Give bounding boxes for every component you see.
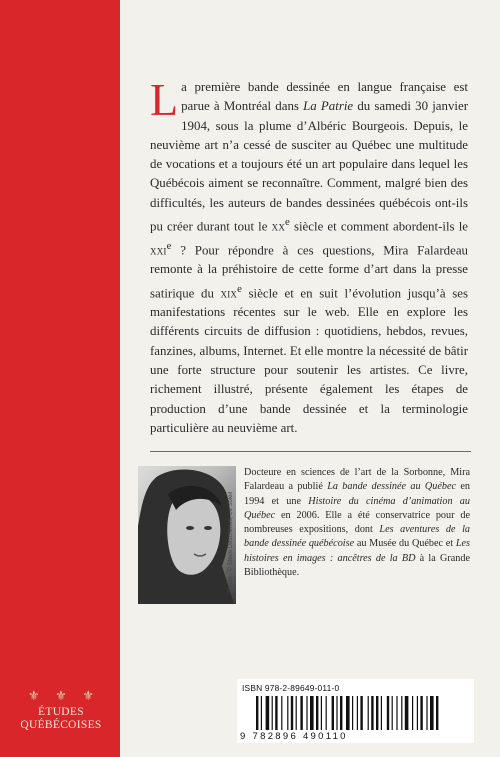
fleur-de-lis-icon: ⚜ [55,688,67,703]
barcode-bar [281,696,282,730]
barcode-bar [405,696,409,730]
author-portrait-shape [138,466,236,604]
barcode-bar [296,696,297,730]
barcode-bar [310,696,314,730]
barcode-bar [357,696,358,730]
author-bio-paragraph: Docteure en sciences de l’art de la Sorbonne, Mira Falardeau a publié La bande dessinée au Québec en 1994 et une Histoire du cinéma d’animation au Québec en 2006. Elle a été conservatrice pour de nombreuses expositions, dont Les aventures de la bande dessinée québécoise au Musée du Québec et Les histoires en images : ancêtres de la BD à la Grande Bibliothèque. [244,467,470,579]
barcode-digits: 9 782896 490110 [240,731,348,742]
author-bio [244,466,470,580]
barcode-bar [291,696,293,730]
barcode-bar [360,696,362,730]
barcode-bar [346,696,350,730]
author-photo [138,466,236,604]
barcode-bar [326,696,327,730]
barcode-bar [417,696,418,730]
barcode-bar [412,696,413,730]
barcode-bar [287,696,288,730]
barcode-bar [336,696,337,730]
drop-cap: L [150,74,179,125]
photo-credit: Photo : © Steve Deschênes, Le Soleil [228,491,234,592]
barcode-bar [426,696,427,730]
red-spine-band [0,0,120,757]
barcode-bar [392,696,393,730]
barcode-bar [316,696,318,730]
barcode-bar [321,696,322,730]
barcode-bar [368,696,369,730]
fleur-de-lis-icon: ⚜ [28,688,40,703]
barcode-bar [436,696,438,730]
barcode-bar [352,696,353,730]
back-cover-blurb [150,74,468,438]
barcode-bar [396,696,397,730]
section-divider [150,451,471,452]
fleur-de-lis-ornaments [28,689,94,702]
series-logo [18,706,104,732]
barcode-bar [261,696,262,730]
isbn-label: ISBN 978-2-89649-011-0 [242,683,340,693]
barcode-bar [306,696,307,730]
barcode-bar [340,696,342,730]
barcode-bar [430,696,434,730]
series-line-2: QUÉBÉCOISES [20,719,102,731]
barcode-bar [256,696,258,730]
barcode-bar [381,696,382,730]
barcode-icon [256,696,466,730]
barcode-bar [401,696,402,730]
barcode-bar [387,696,389,730]
barcode-bar [376,696,378,730]
barcode-bar [420,696,422,730]
fleur-de-lis-icon: ⚜ [82,688,94,703]
newspaper-title: La Patrie [303,99,354,114]
barcode-bar [371,696,373,730]
barcode-bar [272,696,273,730]
barcode-bar [332,696,334,730]
blurb-paragraph: a première bande dessinée en langue française est parue à Montréal dans La Patrie du samedi 30 janvier 1904, sous la plume d’Albéric Bourgeois. Depuis, le neuvième art n’a cessé de susciter au Québec une multitude de vocations et a toujours été un art populaire dans lequel les Québécois aiment se reconnaître. Comment, malgré bien des difficultés, les auteurs de bandes dessinées québécois ont-ils pu créer durant tout le $xx^e$ siècle et comment abordent-ils le xxi$^e$ ? Pour répondre à ces questions, Mira Falardeau remonte à la préhistoire de cette forme d’art dans la presse satirique du xix$^e$ siècle et en suit l’évolution jusqu’à ses manifestations récentes sur le web. Elle en explore les différents circuits de diffusion : quotidiens, hebdos, revues, fanzines, albums, Internet. Et elle montre la nécessité de bâtir une forte structure pour soutenir les artistes. Ce livre, richement illustré, présente également les étapes de production d’une bande dessinée et la terminologie particulière au neuvième art. [150,80,468,435]
barcode-bar [266,696,270,730]
barcode-bar [300,696,302,730]
series-line-1: ÉTUDES [38,706,84,718]
barcode-bar [275,696,277,730]
